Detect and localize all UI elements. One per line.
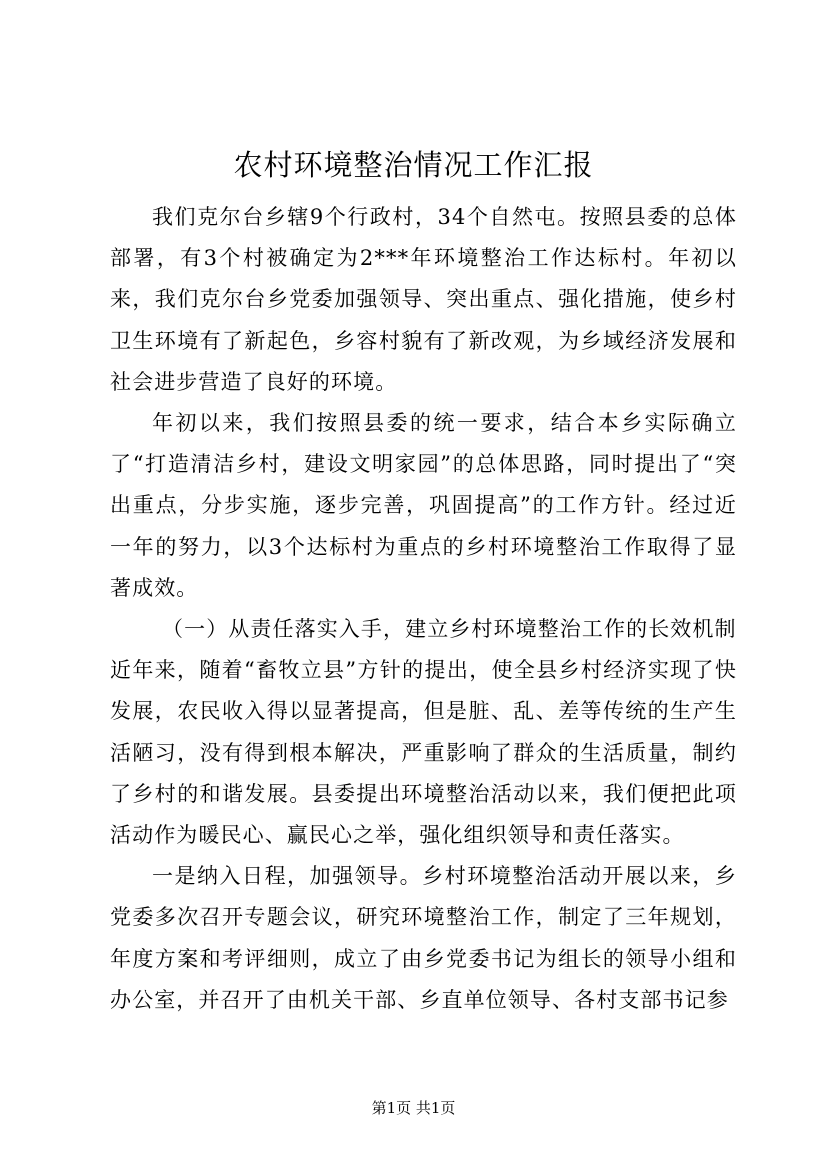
paragraph-2: 年初以来，我们按照县委的统一要求，结合本乡实际确立了“打造清洁乡村，建设文明家园”的总体思路，同时提出了“突出重点，分步实施，逐步完善，巩固提高”的工作方针。经过近一年的努力，以3个达标村为重点的乡村环境整治工作取得了显著成效。 — [110, 411, 737, 600]
paragraph-3: 近年来，随着“畜牧立县”方针的提出，使全县乡村经济实现了快发展，农民收入得以显著提高，但是脏、乱、差等传统的生产生活陋习，没有得到根本解决，严重影响了群众的生活质量，制约了乡村的和谐发展。县委提出环境整治活动以来，我们便把此项活动作为暖民心、赢民心之举，强化组织领导和责任落实。 — [110, 658, 737, 848]
section-heading-1: （一）从责任落实入手，建立乡村环境整治工作的长效机制 — [162, 617, 737, 642]
document-body — [110, 197, 737, 1021]
paragraph-4: 一是纳入日程，加强领导。乡村环境整治活动开展以来，乡党委多次召开专题会议，研究环境整治工作，制定了三年规划，年度方案和考评细则，成立了由乡党委书记为组长的领导小组和办公室，并召开了由机关干部、乡直单位领导、各村支部书记参 — [110, 864, 737, 1012]
page-footer: 第1页 共1页 — [371, 1099, 456, 1117]
document-title: 农村环境整治情况工作汇报 — [233, 148, 594, 182]
paragraph-1: 我们克尔台乡辖9个行政村，34个自然屯。按照县委的总体部署，有3个村被确定为2***年环境整治工作达标村。年初以来，我们克尔台乡党委加强领导、突出重点、强化措施，使乡村卫生环境有了新起色，乡容村貌有了新改观，为乡域经济发展和社会进步营造了良好的环境。 — [110, 205, 737, 394]
